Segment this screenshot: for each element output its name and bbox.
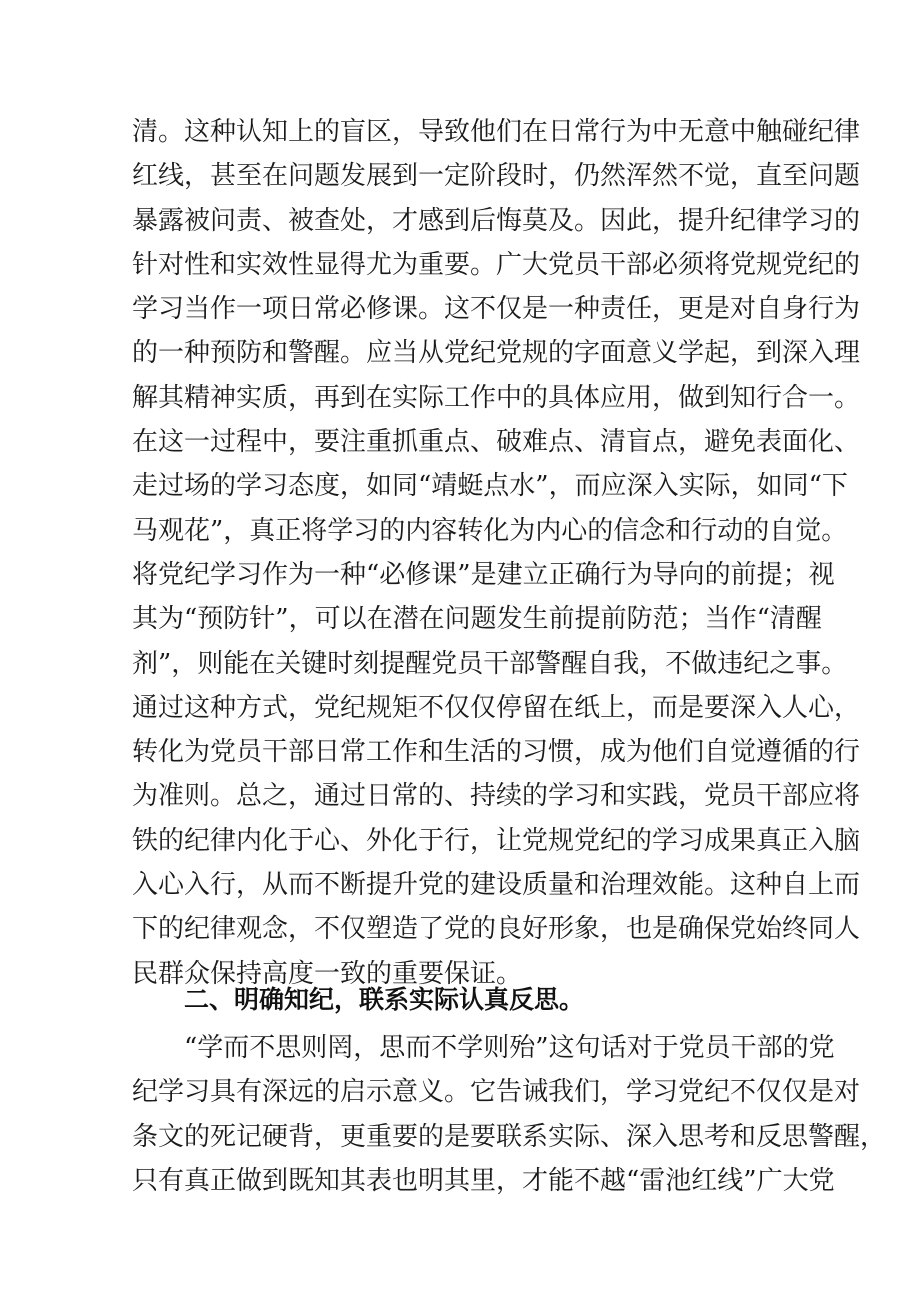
- paragraph-line: 暴露被问责、被查处，才感到后悔莫及。因此，提升纪律学习的: [132, 205, 861, 236]
- paragraph-line: 的一种预防和警醒。应当从党纪党规的字面意义学起，到深入理: [132, 338, 861, 369]
- paragraph-line: 解其精神实质，再到在实际工作中的具体应用，做到知行合一。: [132, 382, 861, 413]
- paragraph-line: 清。这种认知上的盲区，导致他们在日常行为中无意中触碰纪律: [132, 117, 861, 147]
- paragraph-line: 为准则。总之，通过日常的、持续的学习和实践，党员干部应将: [132, 781, 861, 812]
- paragraph-line: 民群众保持高度一致的重要保证。: [132, 958, 523, 989]
- paragraph-body: [132, 110, 861, 996]
- section-line: 纪学习具有深远的启示意义。它告诫我们，学习党纪不仅仅是对: [132, 1077, 861, 1108]
- paragraph-line: 走过场的学习态度，如同“靖蜓点水”，而应深入实际，如同“下: [132, 471, 848, 502]
- section-heading: 二、明确知纪，联系实际认真反思。: [184, 985, 585, 1014]
- paragraph-line: 针对性和实效性显得尤为重要。广大党员干部必须将党规党纪的: [132, 249, 861, 280]
- paragraph-line: 转化为党员干部日常工作和生活的习惯，成为他们自觉遵循的行: [132, 737, 861, 768]
- paragraph-line: 在这一过程中，要注重抓重点、破难点、清盲点，避免表面化、: [132, 427, 861, 458]
- section-line: “学而不思则罔，思而不学则殆”这句话对于党员干部的党: [184, 1033, 835, 1063]
- section-body: [132, 1026, 887, 1203]
- paragraph-line: 下的纪律观念，不仅塑造了党的良好形象，也是确保党始终同人: [132, 914, 861, 945]
- paragraph-line: 红线，甚至在问题发展到一定阶段时，仍然浑然不觉，直至问题: [132, 161, 861, 192]
- paragraph-line: 铁的纪律内化于心、外化于行，让党规党纪的学习成果真正入脑: [132, 825, 861, 856]
- paragraph-line: 马观花”，真正将学习的内容转化为内心的信念和行动的自觉。: [132, 515, 848, 546]
- paragraph-line: 入心入行，从而不断提升党的建设质量和治理效能。这种自上而: [132, 870, 861, 901]
- paragraph-line: 将党纪学习作为一种“必修课”是建立正确行为导向的前提；视: [132, 559, 835, 590]
- section-line: 条文的死记硬背，更重要的是要联系实际、深入思考和反思警醒，: [132, 1121, 887, 1152]
- section-line: 只有真正做到既知其表也明其里，才能不越“雷池红线”广大党: [132, 1165, 835, 1196]
- paragraph-line: 通过这种方式，党纪规矩不仅仅停留在纸上，而是要深入人心，: [132, 692, 861, 723]
- paragraph-line: 剂”，则能在关键时刻提醒党员干部警醒自我，不做违纪之事。: [132, 648, 848, 679]
- paragraph-line: 其为“预防针”，可以在潜在问题发生前提前防范；当作“清醒: [132, 604, 822, 635]
- paragraph-line: 学习当作一项日常必修课。这不仅是一种责任，更是对自身行为: [132, 294, 861, 325]
